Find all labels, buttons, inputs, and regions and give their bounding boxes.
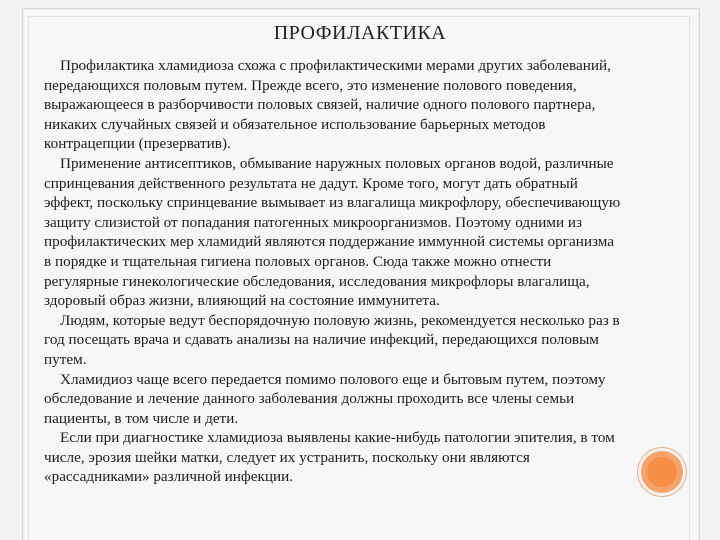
paragraph-5: Если при диагностике хламидиоза выявлены какие-нибудь патологии эпителия, в том числе, эрозия шейки матки, следует их устранить, поскольку они являются «рассадниками» различной инфекции. [44, 429, 615, 486]
page-title: ПРОФИЛАКТИКА [273, 22, 447, 44]
paragraph-3: Людям, которые ведут беспорядочную половую жизнь, рекомендуется несколько раз в год посещать врача и сдавать анализы на наличие инфекций, передающихся половым путем. [44, 311, 620, 368]
decorative-circle-icon [641, 451, 683, 493]
paragraph-2: Применение антисептиков, обмывание наружных половых органов водой, различные спринцевания действенного результата не дадут. Кроме того, могут дать обратный эффект, поскольку спринцевание вымывает из влагалища микрофлору, обеспечивающую защиту слизистой от попадания патогенных микроорганизмов. Поэтому одними из профилактических мер хламидий являются поддержание иммунной системы организма в порядке и тщательная гигиена половых органов. Сюда также можно отнести регулярные гинекологические обследования, исследования микрофлоры влагалища, здоровый образ жизни, влияющий на состояние иммунитета. [44, 154, 621, 310]
paragraph-4: Хламидиоз чаще всего передается помимо полового еще и бытовым путем, поэтому обследование и лечение данного заболевания должны проходить все члены семьи пациенты, в том числе и дети. [44, 370, 606, 427]
paragraph-1: Профилактика хламидиоза схожа с профилактическими мерами других заболеваний, передающихся половым путем. Прежде всего, это изменение полового поведения, выражающееся в разборчивости половых связей, наличие одного полового партнера, никаких случайных связей и обязательное использование барьерных методов контрацепции (презерватив). [44, 57, 611, 153]
slide-body [44, 56, 624, 487]
